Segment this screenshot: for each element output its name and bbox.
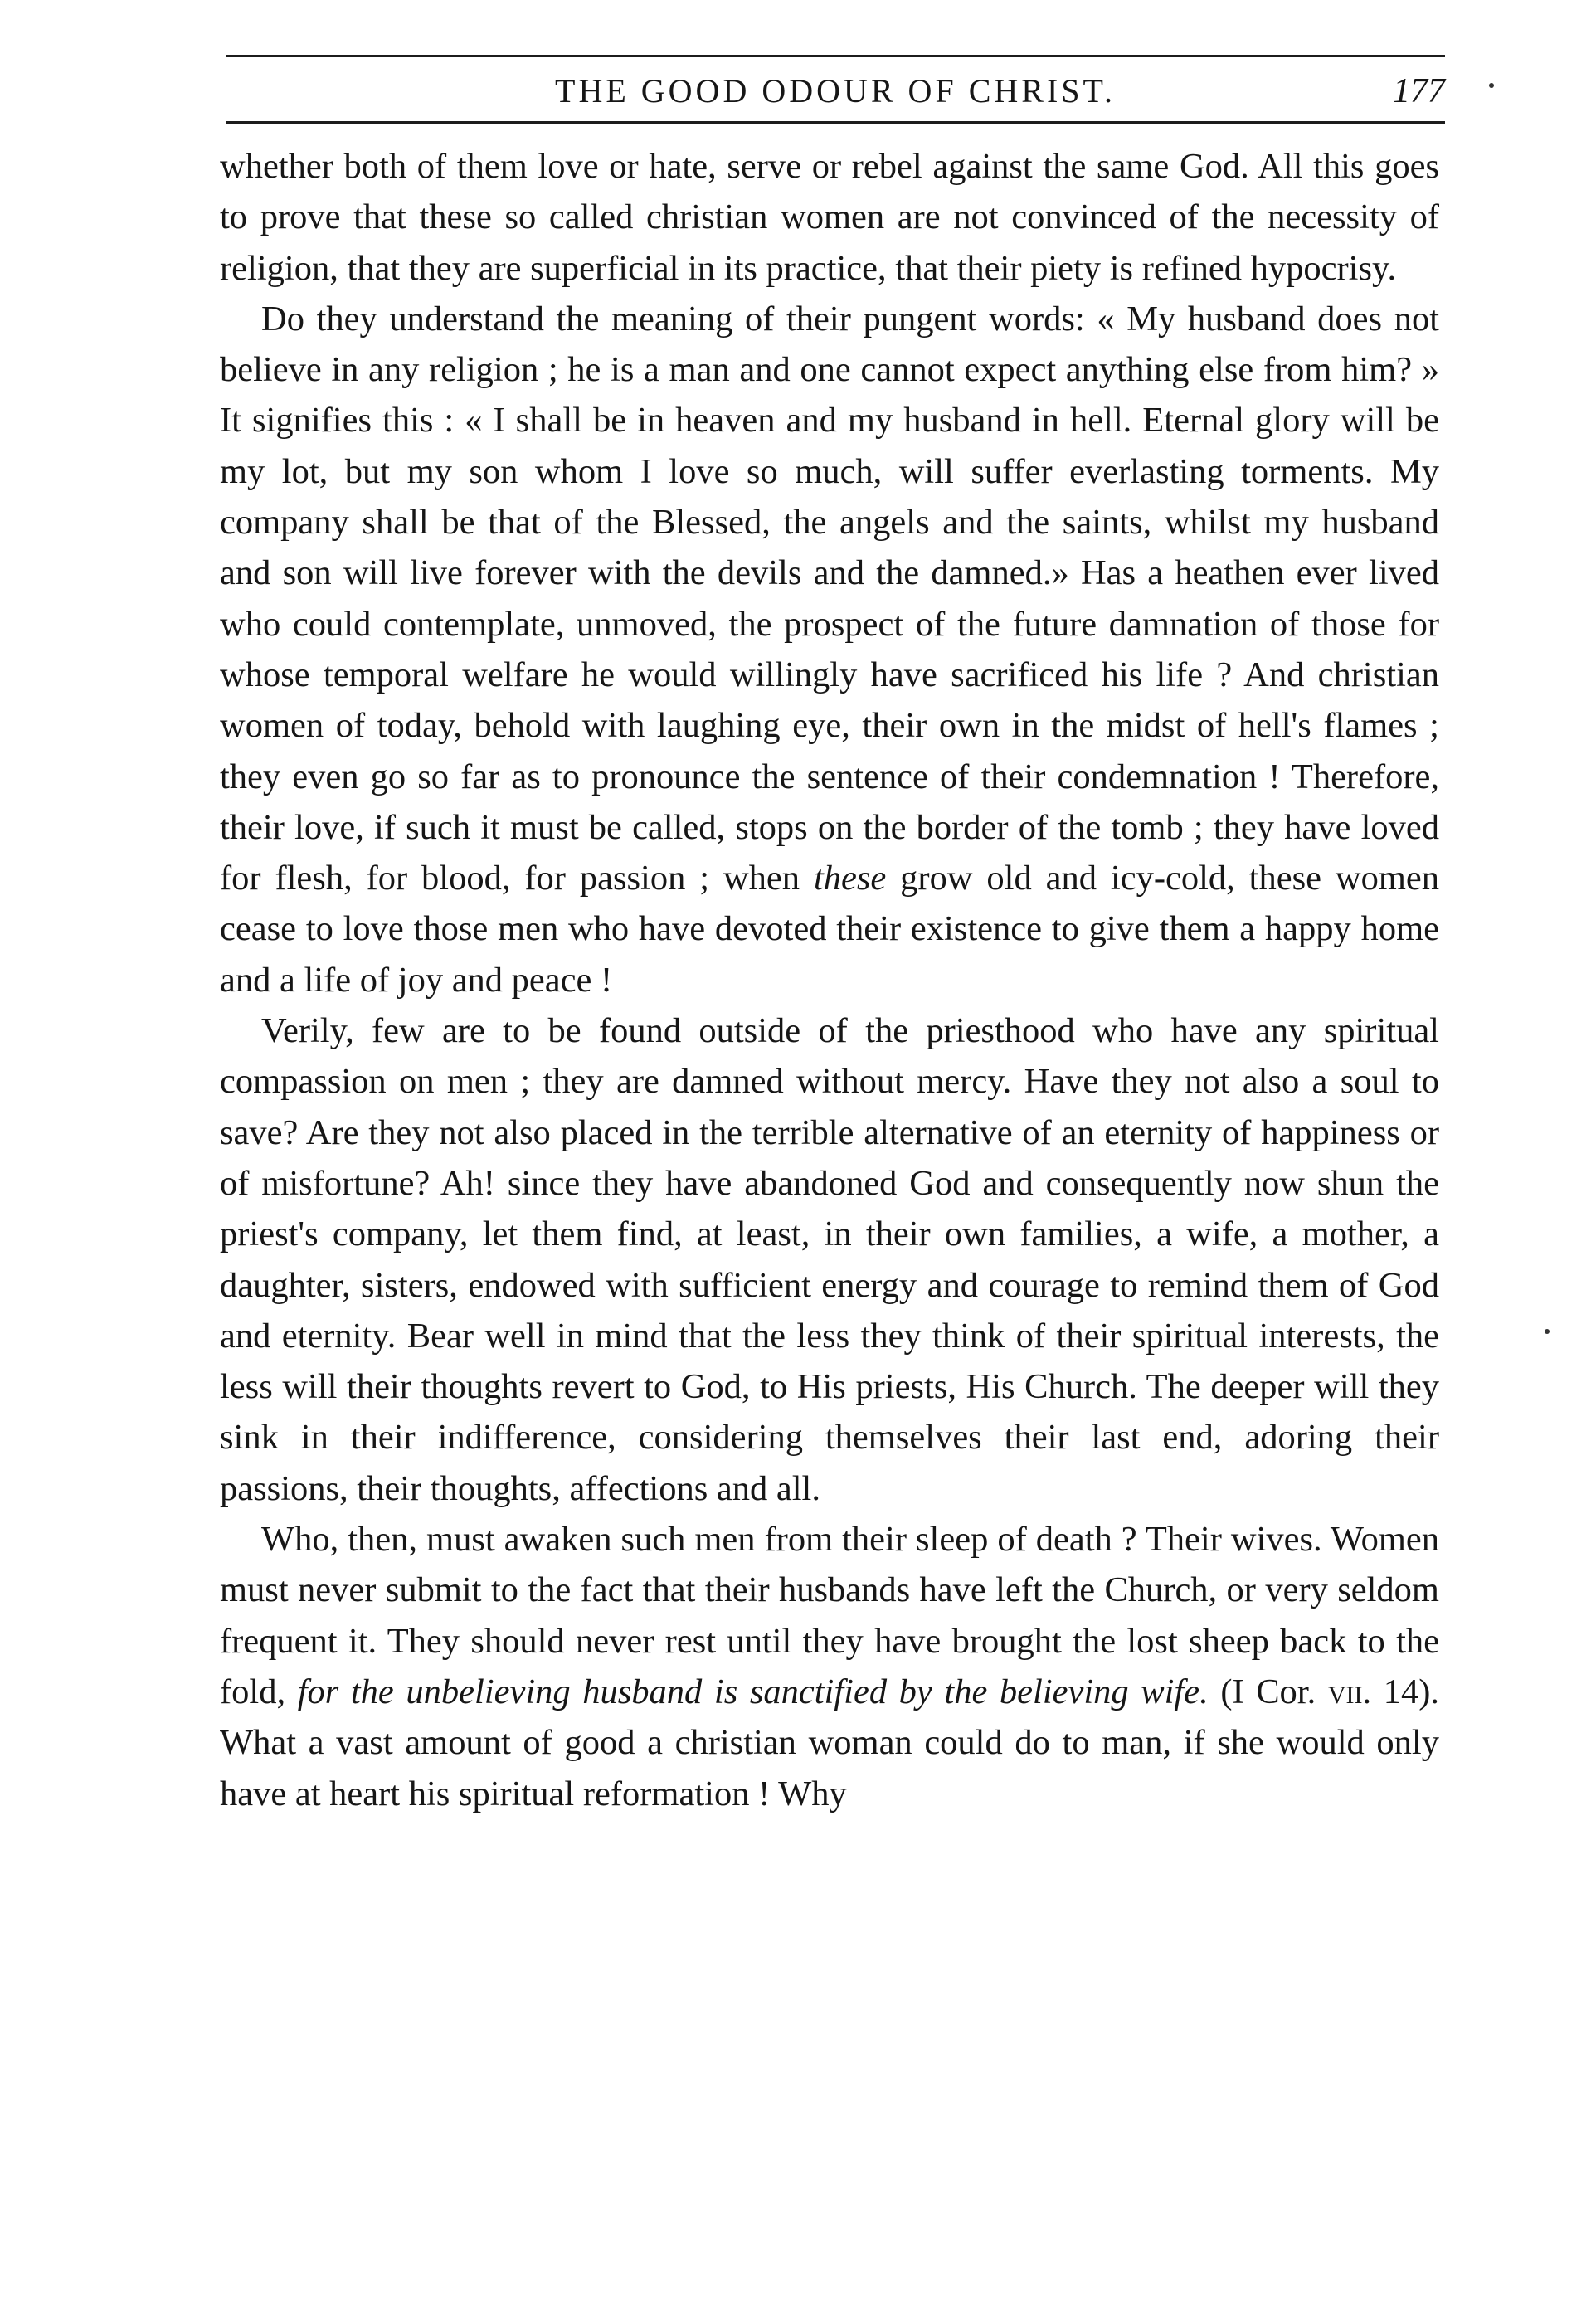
paragraph <box>220 1005 1439 1514</box>
text-run: Verily, few are to be found outside of the priesthood who have any spiritual compassion on men ; they are damned without mercy. Have they not also a soul to save? Are they not also placed in the terrible alternative of an eternity of happiness or of misfortune? Ah! since they have abandoned God and consequently now shun the priest's company, let them find, at least, in their own families, a wife, a mother, a daughter, sisters, endowed with sufficient energy and courage to remind them of God and eternity. Bear well in mind that the less they think of their spiritual interests, the less will their thoughts revert to God, to His priests, His Church. The deeper will they sink in their indifference, considering themselves their last end, adoring their passions, their thoughts, affections and all. <box>220 1011 1439 1508</box>
header-bottom-rule <box>226 121 1445 124</box>
paragraph <box>220 141 1439 294</box>
scan-speck <box>1489 83 1494 88</box>
text-run: Do they understand the meaning of their pungent words: « My husband does not believe in any religion ; he is a man and one cannot expect anything else from him? » It signifies this : « I shall be in heaven and my husband in hell. Eternal glory will be my lot, but my son whom I love so much, will suffer everlasting torments. My company shall be that of the Blessed, the angels and the saints, whilst my husband and son will live forever with the devils and the damned.» Has a heathen ever lived who could contemplate, unmoved, the prospect of the future damnation of those for whose temporal welfare he would willingly have sacrificed his life ? And christian women of today, behold with laughing eye, their own in the midst of hell's flames ; they even go so far as to pronounce the sentence of their condemnation ! Therefore, their love, if such it must be called, stops on the border of the tomb ; they have loved for flesh, for blood, for passion ; when <box>220 299 1439 898</box>
body-text <box>220 141 1439 1819</box>
paragraph <box>220 294 1439 1005</box>
text-run: (I Cor. <box>1208 1672 1328 1711</box>
text-run: grow old and icy-cold, these women cease to love those men who have devoted their existence to give them a happy home and a life of joy and peace ! <box>220 859 1440 1000</box>
scan-speck <box>1545 1329 1550 1334</box>
page-number: 177 <box>1393 72 1445 110</box>
text-run: 14). What a vast amount of good a christian woman could do to man, if she would only have at heart his spiritual reformation ! Why <box>220 1672 1439 1813</box>
italic-text: these <box>813 859 887 898</box>
text-run: Who, then, must awaken such men from their sleep of death ? Their wives. Women must never submit to the fact that their husbands have left the Church, or very seldom frequent it. They should never rest until they have brought the lost sheep back to the fold, <box>220 1520 1439 1711</box>
italic-text: for the unbelieving husband is sanctified by the believing wife. <box>297 1672 1209 1711</box>
running-header <box>226 66 1445 116</box>
running-title: THE GOOD ODOUR OF CHRIST. <box>555 72 1116 110</box>
paragraph <box>220 1514 1439 1819</box>
text-run: whether both of them love or hate, serve or rebel against the same God. All this goes to prove that these so called christian women are not convinced of the necessity of religion, that they are superficial in its practice, that their piety is refined hypocrisy. <box>220 147 1439 288</box>
smallcaps-text: vii. <box>1327 1672 1372 1711</box>
header-top-rule <box>226 55 1445 57</box>
